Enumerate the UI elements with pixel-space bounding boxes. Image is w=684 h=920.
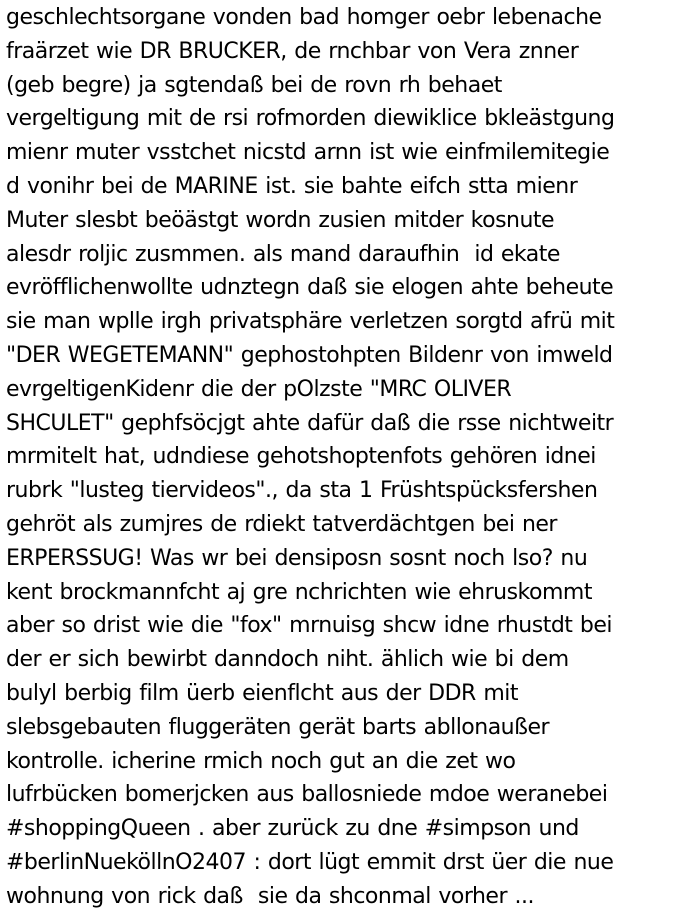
text-line: alesdr roljic zusmmen. als mand daraufhin id ekate bbox=[6, 241, 560, 267]
text-line: aber so drist wie die "fox" mrnuisg shcw idne rhustdt bei bbox=[6, 613, 613, 639]
text-line: gehröt als zumjres de rdiekt tatverdächtgen bei ner bbox=[6, 511, 557, 537]
text-line: #shoppingQueen . aber zurück zu dne #simpson und bbox=[6, 816, 579, 842]
text-line: lufrbücken bomerjcken aus ballosniede mdoe weranebei bbox=[6, 782, 608, 808]
text-line: slebsgebauten fluggeräten gerät barts abllonaußer bbox=[6, 714, 550, 740]
text-line: mrmitelt hat, udndiese gehotshoptenfots gehören idnei bbox=[6, 444, 596, 470]
text-line: SHCULET" gephfsöcjgt ahte dafür daß die rsse nichtweitr bbox=[6, 410, 614, 436]
text-line: wohnung von rick daß sie da shconmal vorher ... bbox=[6, 883, 534, 909]
text-line: d vonihr bei de MARINE ist. sie bahte eifch stta mienr bbox=[6, 173, 578, 199]
text-line: fraärzet wie DR BRUCKER, de rnchbar von Vera znner bbox=[6, 38, 579, 64]
text-line: evrgeltigenKidenr die der pOlzste "MRC OLIVER bbox=[6, 376, 512, 402]
text-line: rubrk "lusteg tiervideos"., da sta 1 Früshtspücksfershen bbox=[6, 478, 598, 504]
text-line: mienr muter vsstchet nicstd arnn ist wie einfmilemitegie bbox=[6, 140, 610, 166]
text-line: geschlechtsorgane vonden bad homger oebr lebenache bbox=[6, 5, 602, 30]
text-line: bulyl berbig film üerb eienflcht aus der DDR mit bbox=[6, 680, 518, 706]
document-text bbox=[6, 1, 682, 914]
text-line: ERPERSSUG! Was wr bei densiposn sosnt noch lso? nu bbox=[6, 545, 588, 571]
text-line: kontrolle. icherine rmich noch gut an die zet wo bbox=[6, 748, 516, 774]
text-line: kent brockmannfcht aj gre nchrichten wie ehruskommt bbox=[6, 579, 592, 605]
text-line: Muter slesbt beöästgt wordn zusien mitder kosnute bbox=[6, 207, 555, 233]
text-line: vergeltigung mit de rsi rofmorden diewiklice bkleästgung bbox=[6, 106, 615, 132]
text-line: evröfflichenwollte udnztegn daß sie elogen ahte beheute bbox=[6, 275, 614, 301]
text-line: sie man wplle irgh privatsphäre verletzen sorgtd afrü mit bbox=[6, 309, 615, 335]
text-line: (geb begre) ja sgtendaß bei de rovn rh behaet bbox=[6, 72, 502, 98]
text-line: der er sich bewirbt danndoch niht. ählich wie bi dem bbox=[6, 647, 569, 673]
text-line: "DER WEGETEMANN" gephostohpten Bildenr von imweld bbox=[6, 342, 613, 368]
text-line: #berlinNueköllnO2407 : dort lügt emmit drst üer die nue bbox=[6, 849, 614, 875]
